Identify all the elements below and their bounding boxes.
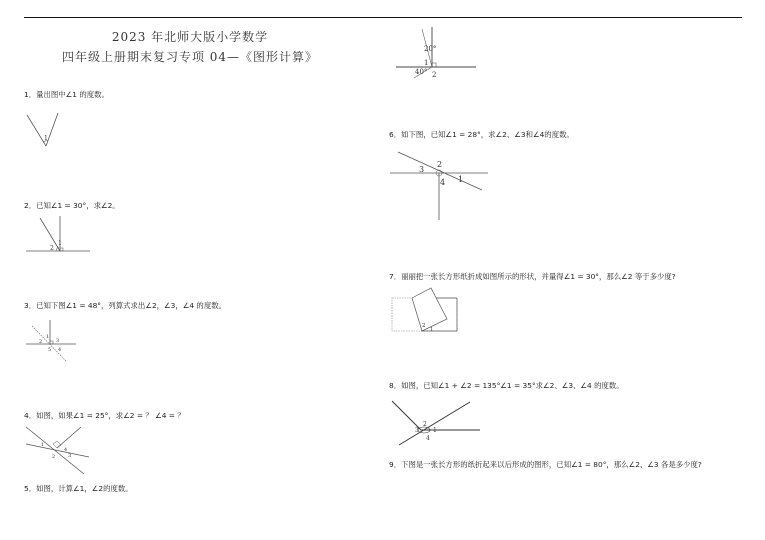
svg-text:20°: 20° [424, 45, 437, 53]
svg-text:1: 1 [433, 427, 437, 434]
svg-text:2: 2 [52, 454, 56, 460]
svg-text:2: 2 [432, 71, 437, 79]
svg-text:4: 4 [58, 347, 62, 353]
question-6-text: 6．如下图，已知∠1 = 28°，求∠2、∠3和∠4的度数。 [389, 130, 574, 139]
question-8-text: 8．如图，已知∠1 + ∠2 = 135°∠1 = 35°求∠2、∠3、∠4 的度数。 [389, 381, 624, 390]
question-4-figure [24, 424, 94, 476]
svg-text:1: 1 [458, 175, 464, 184]
svg-text:2: 2 [39, 339, 43, 345]
question-6-figure [388, 152, 493, 222]
question-5-text: 5．如图，计算∠1，∠2的度数。 [24, 484, 133, 493]
figure-label: 1 [44, 135, 48, 142]
svg-text:4: 4 [440, 178, 446, 187]
question-9-text: 9．下图是一张长方形的纸折起来以后形成的图形，已知∠1 = 80°，那么∠2、∠3 各是多少度? [389, 460, 702, 469]
svg-text:3: 3 [56, 338, 60, 344]
svg-text:3: 3 [419, 165, 425, 174]
question-2-text: 2．已知∠1 = 30°，求∠2。 [24, 201, 120, 210]
header-rule-right [380, 17, 742, 18]
document-title-line2: 四年级上册期末复习专项 04—《图形计算》 [61, 50, 319, 64]
svg-text:2: 2 [423, 421, 427, 428]
svg-text:4: 4 [64, 447, 68, 453]
question-8-figure [390, 399, 485, 447]
svg-text:3: 3 [415, 427, 419, 434]
svg-text:1: 1 [58, 240, 62, 247]
svg-text:1: 1 [430, 327, 434, 333]
svg-text:1: 1 [46, 334, 50, 340]
question-1-figure [24, 112, 64, 152]
question-4-text: 4．如图，如果∠1 = 25°，求∠2 = ？ ∠4 = ？ [24, 411, 185, 420]
question-1-text: 1．量出图中∠1 的度数。 [24, 90, 109, 99]
svg-text:2: 2 [422, 323, 426, 329]
question-3-figure [24, 318, 79, 363]
question-7-text: 7．丽丽把一张长方形纸折成如图所示的形状，并量得∠1 = 30°，那么∠2 等于多少度? [389, 272, 676, 281]
question-2-figure [24, 214, 94, 254]
svg-text:2: 2 [50, 245, 54, 252]
svg-text:5: 5 [48, 347, 52, 353]
question-7-figure [390, 287, 465, 335]
question-3-text: 3．已知下图∠1 = 48°，列算式求出∠2，∠3，∠4 的度数。 [24, 301, 226, 310]
svg-text:4: 4 [426, 435, 430, 442]
svg-text:3: 3 [68, 453, 72, 459]
header-rule-left [24, 17, 380, 18]
question-5-figure [394, 24, 479, 80]
svg-text:40°: 40° [415, 68, 428, 76]
svg-text:2: 2 [437, 160, 443, 169]
document-title-line1: 2023 年北师大版小学数学 [111, 30, 269, 44]
svg-text:1: 1 [424, 59, 429, 67]
svg-text:1: 1 [41, 442, 45, 448]
